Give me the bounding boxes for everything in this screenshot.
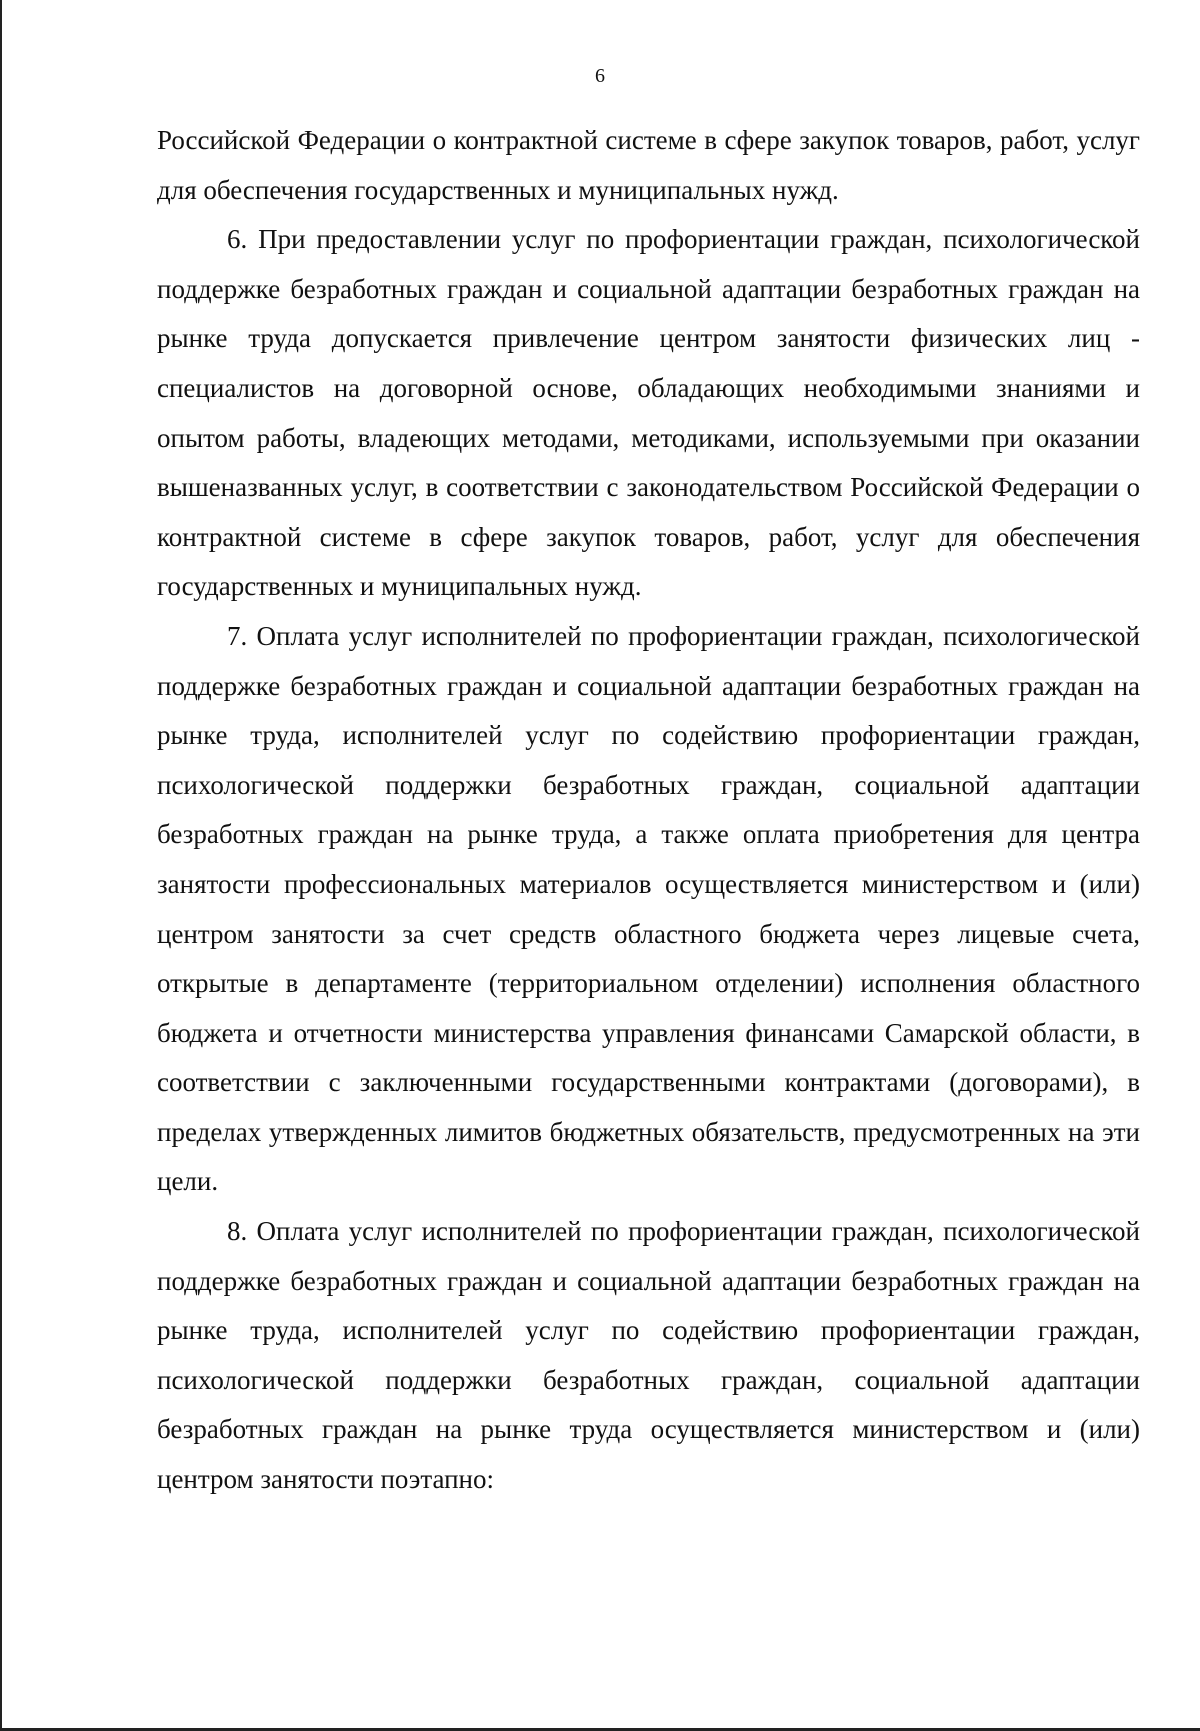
paragraph-item-7: 7. Оплата услуг исполнителей по профориентации граждан, психологической поддержке безработных граждан и социальной адаптации безработных граждан на рынке труда, исполнителей услуг по содействию профориентации граждан, психологической поддержки безработных граждан, социальной адаптации безработных граждан на рынке труда, а также оплата приобретения для центра занятости профессиональных материалов осуществляется министерством и (или) центром занятости за счет средств областного бюджета через лицевые счета, открытые в департаменте (территориальном отделении) исполнения областного бюджета и отчетности министерства управления финансами Самарской области, в соответствии с заключенными государственными контрактами (договорами), в пределах утвержденных лимитов бюджетных обязательств, предусмотренных на эти цели. [157,620,1140,1197]
page-number: 6 [595,65,605,87]
document-body [157,116,1140,1505]
paragraph-item-6: 6. При предоставлении услуг по профориентации граждан, психологической поддержке безработных граждан и социальной адаптации безработных граждан на рынке труда допускается привлечение центром занятости физических лиц - специалистов на договорной основе, обладающих необходимыми знаниями и опытом работы, владеющих методами, методиками, используемыми при оказании вышеназванных услуг, в соответствии с законодательством Российской Федерации о контрактной системе в сфере закупок товаров, работ, услуг для обеспечения государственных и муниципальных нужд. [157,224,1140,602]
paragraph-item-8: 8. Оплата услуг исполнителей по профориентации граждан, психологической поддержке безработных граждан и социальной адаптации безработных граждан на рынке труда, исполнителей услуг по содействию профориентации граждан, психологической поддержки безработных граждан, социальной адаптации безработных граждан на рынке труда осуществляется министерством и (или) центром занятости поэтапно: [157,1216,1140,1495]
scan-border-left [0,0,2,1731]
paragraph-continuation: Российской Федерации о контрактной системе в сфере закупок товаров, работ, услуг для обеспечения государственных и муниципальных нужд. [157,125,1140,205]
